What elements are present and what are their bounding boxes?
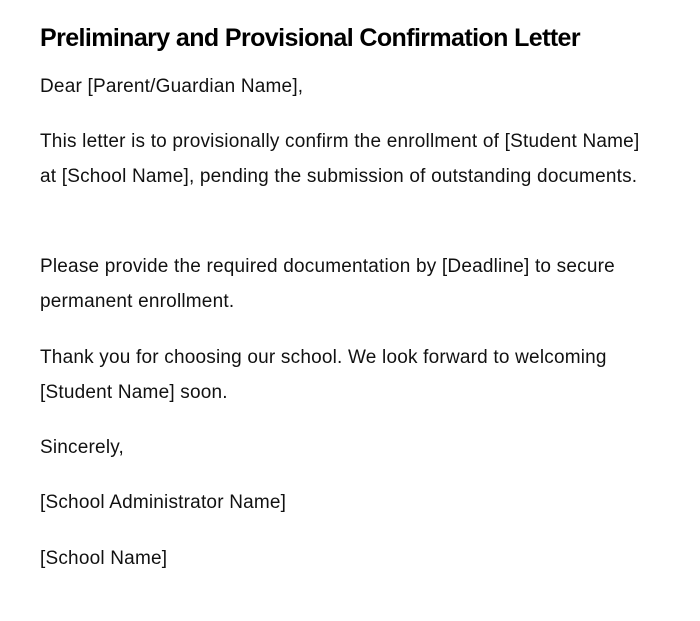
paragraph-enrollment: This letter is to provisionally confirm the enrollment of [Student Name] at [School Name], pending the submission of outstanding documents. [40,131,640,187]
letter-title: Preliminary and Provisional Confirmation Letter [40,24,580,52]
greeting: Dear [Parent/Guardian Name], [40,76,304,97]
closing: Sincerely, [40,437,125,458]
signature-name: [School Administrator Name] [40,492,287,513]
paragraph-thanks: Thank you for choosing our school. We look forward to welcoming [Student Name] soon. [40,347,607,403]
signature-school: [School Name] [40,548,168,569]
paragraph-documentation: Please provide the required documentation by [Deadline] to secure permanent enrollment. [40,256,615,312]
